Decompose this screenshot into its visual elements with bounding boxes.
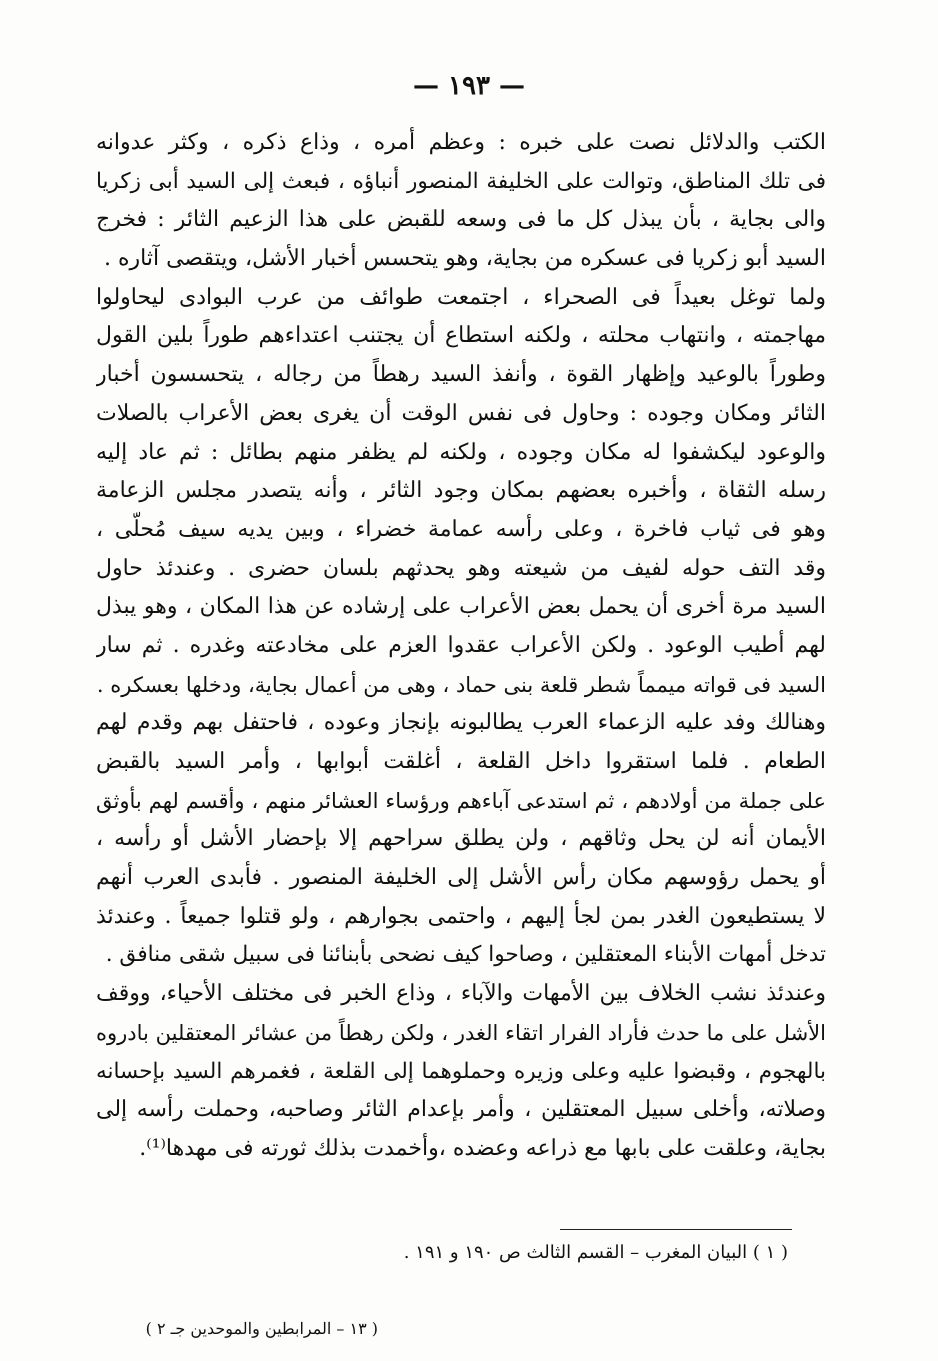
footnote: ( ١ ) البيان المغرب – القسم الثالث ص ١٩٠ و ١٩١ . bbox=[403, 1242, 788, 1263]
text-line: رسله الثقاة ، وأخبره بعضهم بمكان وجود الثائر ، وأنه يتصدر مجلس الزعامة bbox=[96, 478, 826, 504]
text-line: بالهجوم ، وقبضوا عليه وعلى وزيره وحملوهما إلى القلعة ، فغمرهم السيد بإحسانه bbox=[96, 1058, 826, 1084]
text-line: الكتب والدلائل نصت على خبره : وعظم أمره ، وذاع ذكره ، وكثر عدوانه bbox=[96, 130, 826, 155]
text-line: لا يستطيعون الغدر بمن لجأ إليهم ، واحتمى بجوارهم ، ولو قتلوا جميعاً . وعندئذ bbox=[96, 903, 826, 929]
text-line: على جملة من أولادهم ، ثم استدعى آباءهم ورؤساء العشائر منهم ، وأقسم لهم بأوثق bbox=[96, 788, 826, 813]
text-line: وقد التف حوله لفيف من شيعته وهو يحدثهم بلسان حضرى . وعندئذ حاول bbox=[96, 555, 826, 581]
text-line: والوعود ليكشفوا له مكان وجوده ، ولكنه لم يظفر منهم بطائل : ثم عاد إليه bbox=[96, 439, 826, 465]
text-line: السيد فى قواته ميمماً شطر قلعة بنى حماد ، وهى من أعمال بجاية، ودخلها بعسكره . bbox=[96, 672, 826, 697]
page-number: — ١٩٣ — bbox=[412, 71, 526, 101]
text-line: تدخل أمهات الأبناء المعتقلين ، وصاحوا كيف نضحى بأبنائنا فى سبيل شقى منافق . bbox=[105, 942, 826, 968]
text-line: وطوراً بالوعيد وإظهار القوة ، وأنفذ السيد رهطاً من رجاله ، يتحسسون أخبار bbox=[96, 362, 826, 388]
text-line: السيد مرة أخرى أن يحمل بعض الأعراب على إرشاده عن هذا المكان ، وهو يبذل bbox=[96, 594, 826, 620]
text-line: الأشل على ما حدث فأراد الفرار اتقاء الغدر ، ولكن رهطاً من عشائر المعتقلين بادروه bbox=[96, 1020, 826, 1045]
text-line: بجاية، وعلقت على بابها مع ذراعه وعضده ،وأخمدت بذلك ثورته فى مهدها⁽¹⁾. bbox=[139, 1135, 826, 1161]
text-line: الثائر ومكان وجوده : وحاول فى نفس الوقت أن يغرى بعض الأعراب بالصلات bbox=[96, 400, 826, 426]
text-line: لهم أطيب الوعود . ولكن الأعراب عقدوا العزم على مخادعته وغدره . ثم سار bbox=[96, 632, 826, 658]
text-line: وهنالك وفد عليه الزعماء العرب يطالبونه بإنجاز وعوده ، فاحتفل بهم وقدم لهم bbox=[96, 710, 826, 736]
body-text bbox=[96, 124, 826, 1169]
text-line: والى بجاية ، بأن يبذل كل ما فى وسعه للقبض على هذا الزعيم الثائر : فخرج bbox=[96, 207, 826, 233]
text-line: ولما توغل بعيداً فى الصحراء ، اجتمعت طوائف من عرب البوادى ليحاولوا bbox=[96, 284, 826, 310]
text-line: مهاجمته ، وانتهاب محلته ، ولكنه استطاع أن يجتنب اعتداءهم طوراً بلين القول bbox=[96, 323, 826, 349]
text-line: فى تلك المناطق، وتوالت على الخليفة المنصور أنباؤه ، فبعث إلى السيد أبى زكريا bbox=[96, 168, 826, 194]
text-line: الطعام . فلما استقروا داخل القلعة ، أغلقت أبوابها ، وأمر السيد بالقبض bbox=[96, 749, 826, 774]
text-line: وعندئذ نشب الخلاف بين الأمهات والآباء ، وذاع الخبر فى مختلف الأحياء، ووقف bbox=[96, 981, 826, 1007]
text-line: وصلاته، وأخلى سبيل المعتقلين ، وأمر بإعدام الثائر وصاحبه، وحملت رأسه إلى bbox=[96, 1097, 826, 1123]
footnote-divider bbox=[560, 1229, 792, 1230]
text-line: الأيمان أنه لن يحل وثاقهم ، ولن يطلق سراحهم إلا بإحضار الأشل أو رأسه ، bbox=[96, 826, 826, 852]
printer-signature: ( ١٣ – المرابطين والموحدين جـ ٢ ) bbox=[145, 1319, 378, 1338]
text-line: وهو فى ثياب فاخرة ، وعلى رأسه عمامة خضراء ، وبين يديه سيف مُحلّى ، bbox=[96, 516, 826, 542]
text-line: أو يحمل رؤوسهم مكان رأس الأشل إلى الخليفة المنصور . فأبدى العرب أنهم bbox=[96, 865, 826, 891]
text-line: السيد أبو زكريا فى عسكره من بجاية، وهو يتحسس أخبار الأشل، ويتقصى آثاره . bbox=[104, 246, 826, 272]
